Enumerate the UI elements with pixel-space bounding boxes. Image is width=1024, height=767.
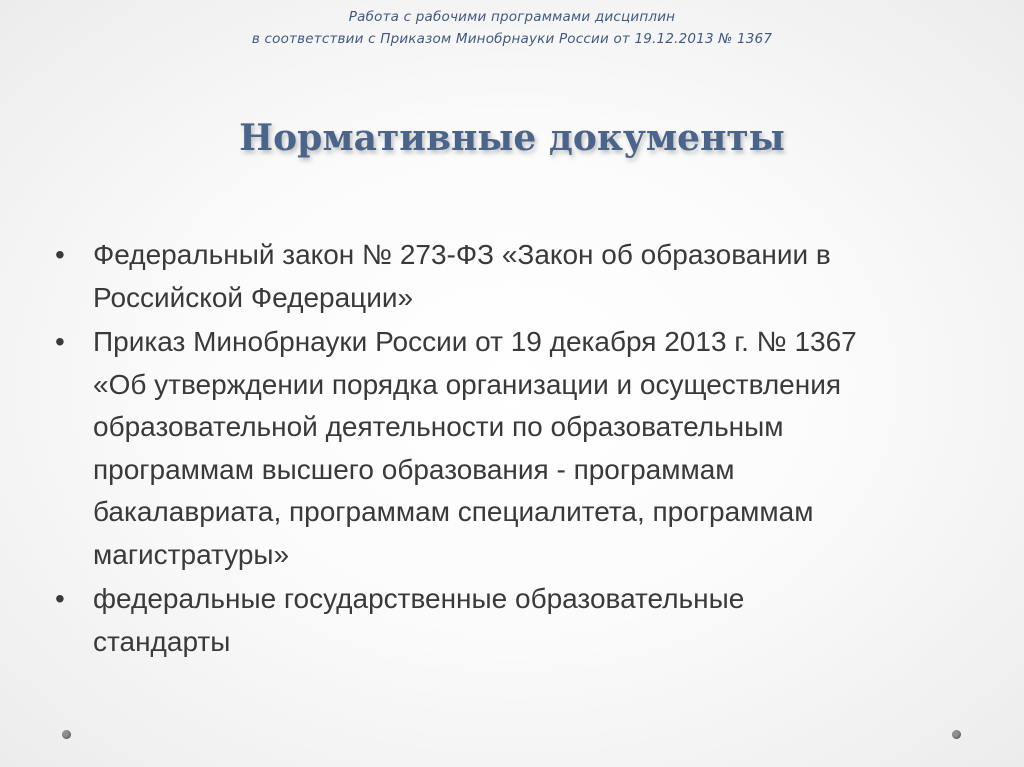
- bullet-line: Федеральный закон № 273-ФЗ «Закон об образовании в: [93, 239, 831, 270]
- bullet-line: Российской Федерации»: [93, 281, 414, 313]
- bullet-icon: •: [55, 583, 65, 614]
- subtitle-line-1: Работа с рабочими программами дисциплин: [348, 9, 676, 25]
- slide-title: Нормативные документы: [239, 117, 785, 159]
- bullet-icon: •: [55, 239, 65, 270]
- bullet-line: магистратуры»: [93, 538, 290, 570]
- bullet-line: стандарты: [93, 625, 231, 657]
- slide-subtitle: [0, 6, 1024, 50]
- bullet-line: образовательной деятельности по образовательным: [93, 411, 784, 442]
- bullet-line: «Об утверждении порядка организации и осуществления: [93, 368, 842, 400]
- bullet-line: Приказ Минобрнауки России от 19 декабря 2013 г. № 1367: [93, 326, 857, 357]
- corner-dot-right-icon: [952, 730, 961, 739]
- subtitle-line-2: в соответствии с Приказом Минобрнауки России от 19.12.2013 № 1367: [251, 31, 773, 47]
- bullet-item-fgos: [55, 578, 955, 663]
- bullet-item-law-273: [55, 234, 955, 319]
- bullet-list: [55, 234, 955, 665]
- bullet-line: бакалавриата, программам специалитета, программам: [93, 496, 814, 527]
- bullet-line: программам высшего образования - программам: [93, 453, 735, 485]
- bullet-icon: •: [55, 326, 65, 357]
- corner-dot-left-icon: [62, 730, 71, 739]
- bullet-line: федеральные государственные образовательные: [93, 583, 745, 614]
- bullet-item-order-1367: [55, 321, 955, 576]
